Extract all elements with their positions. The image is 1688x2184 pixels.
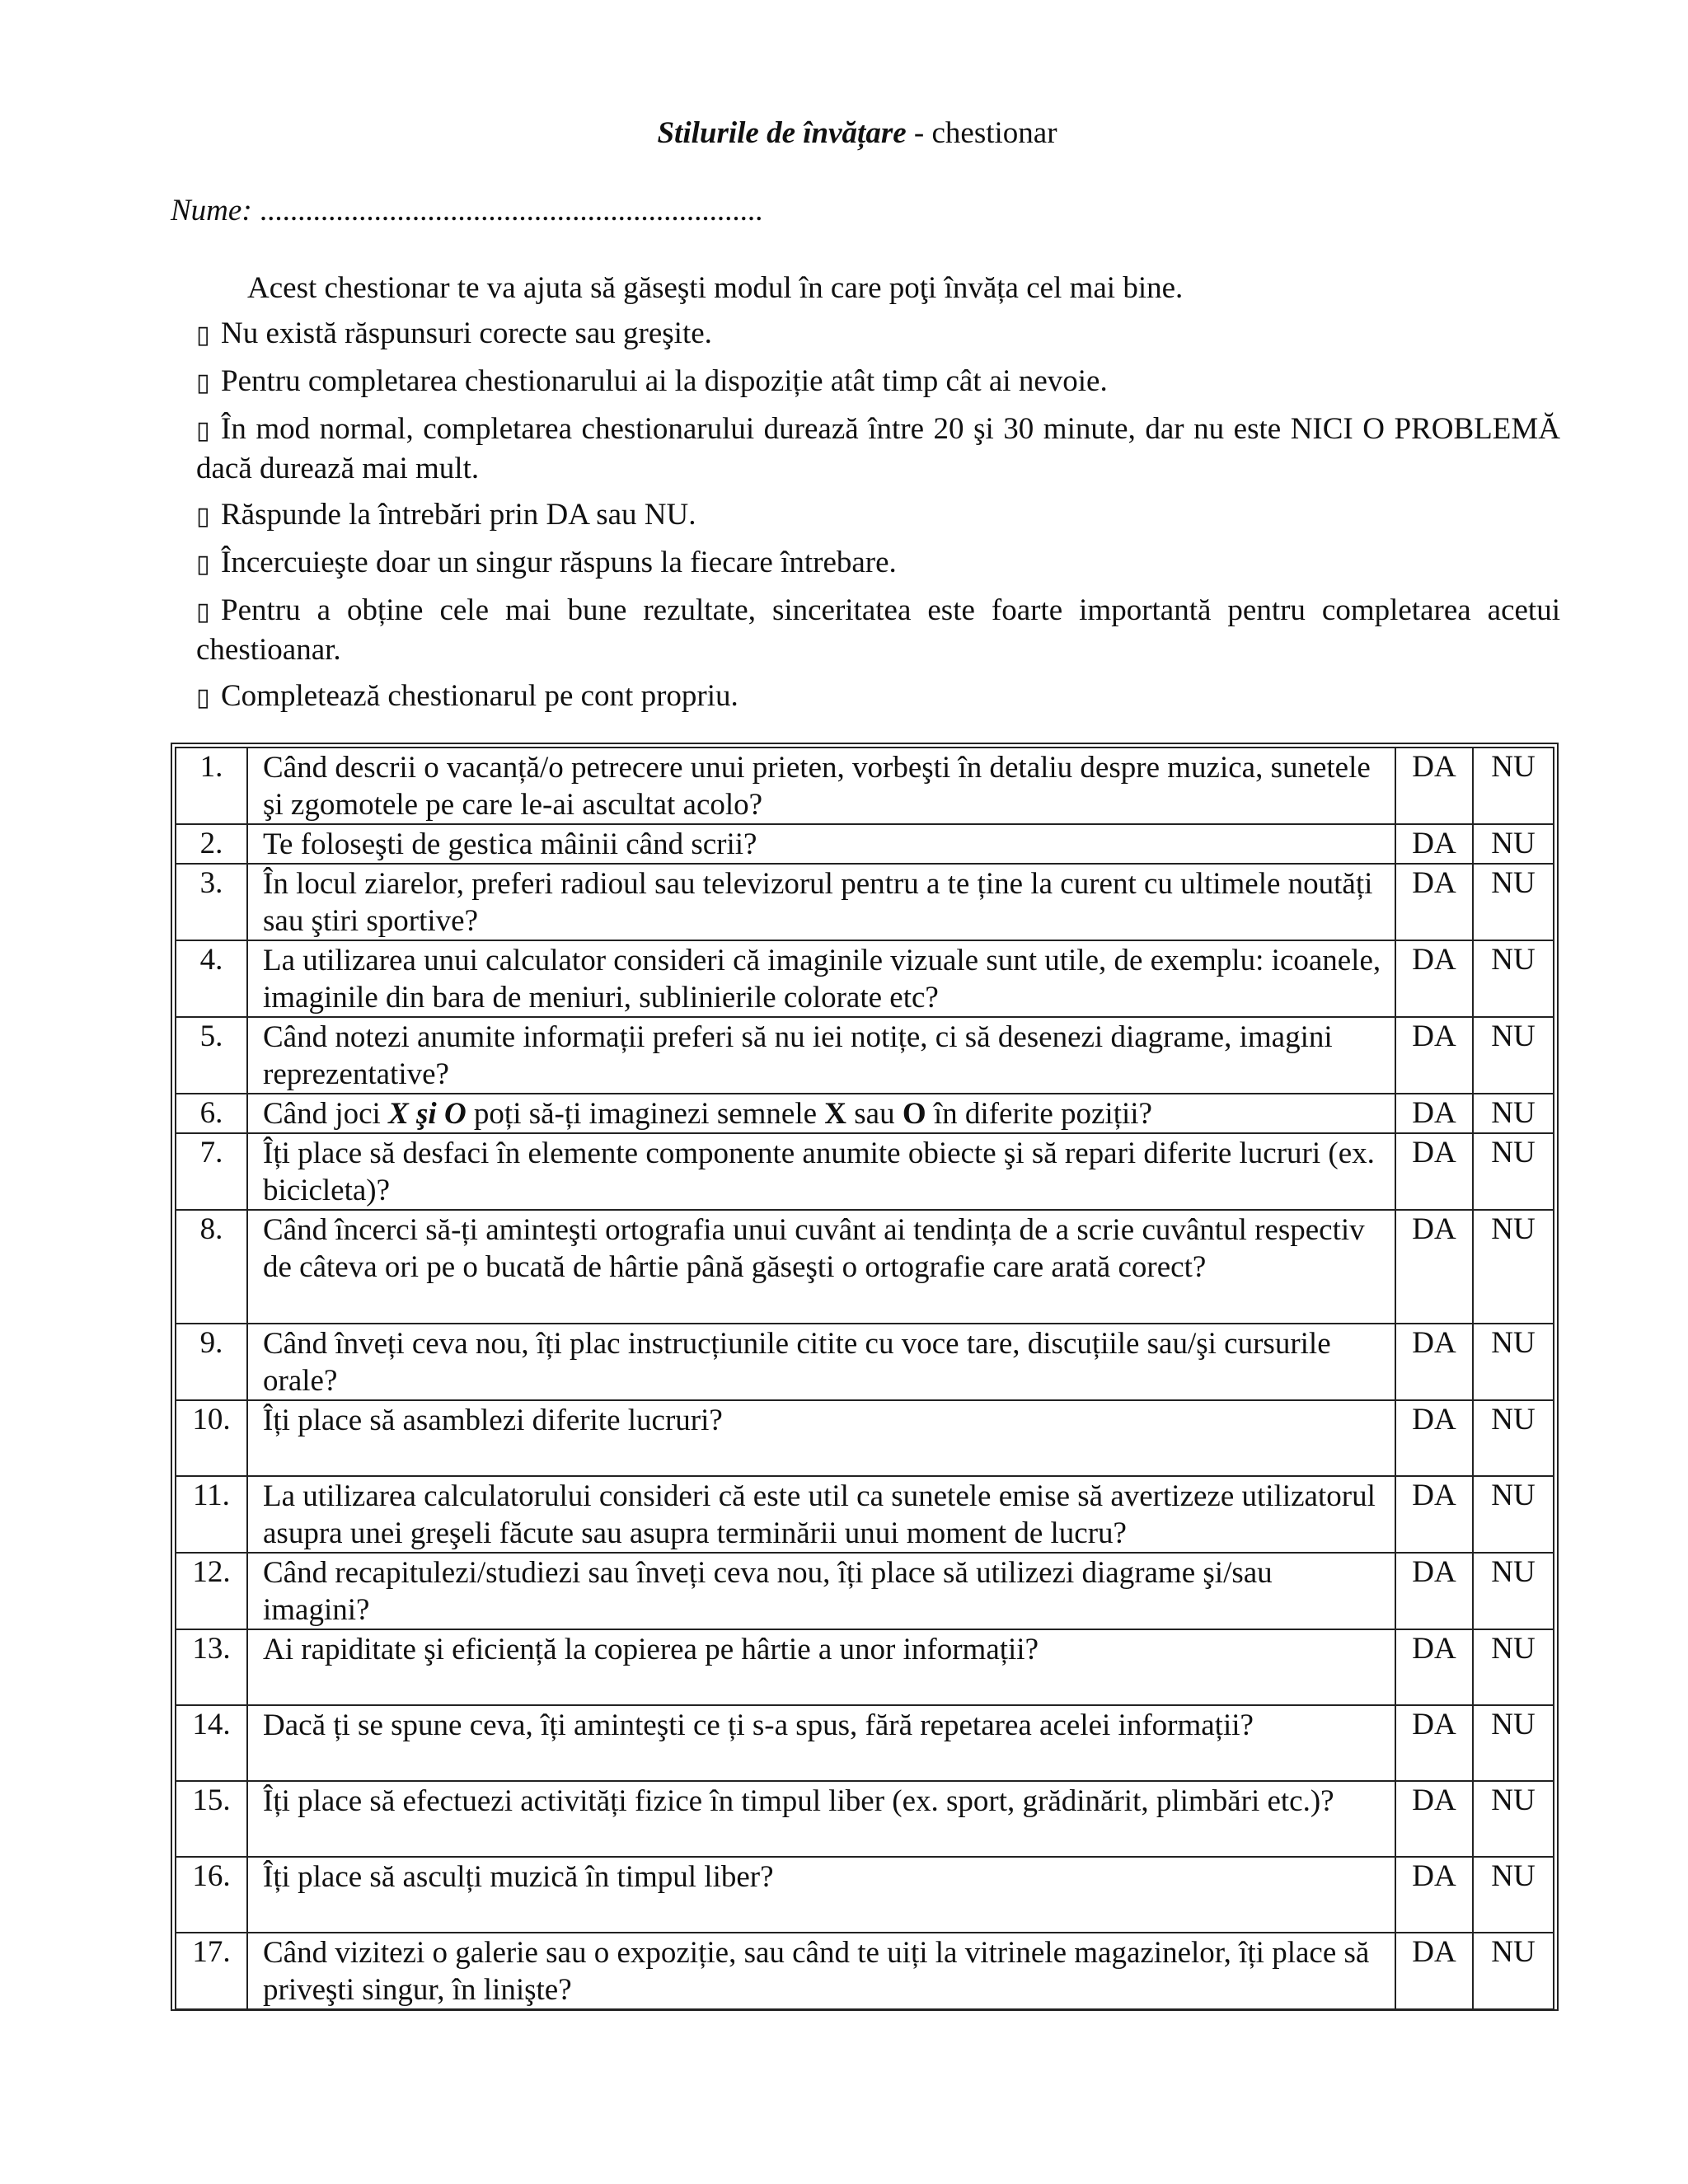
question-number: 10.	[176, 1400, 247, 1476]
answer-nu[interactable]: NU	[1473, 824, 1554, 864]
question-text: Când înveți ceva nou, îți plac instrucțiunile citite cu voce tare, discuțiile sau/şi cursurile orale?	[247, 1324, 1395, 1400]
answer-da[interactable]: DA	[1395, 1017, 1473, 1094]
answer-da[interactable]: DA	[1395, 1933, 1473, 2009]
answer-nu[interactable]: NU	[1473, 1210, 1554, 1324]
instructions-list	[196, 315, 1560, 725]
intro-text: Acest chestionar te va ajuta să găseşti modul în care poţi învăța cel mai bine.	[247, 271, 1184, 305]
answer-nu[interactable]: NU	[1473, 1629, 1554, 1705]
question-number: 17.	[176, 1933, 247, 2009]
bullet-box-icon: ▯	[196, 550, 210, 579]
question-text: Îți place să desfaci în elemente componente anumite obiecte şi să repari diferite lucruri (ex. bicicleta)?	[247, 1133, 1395, 1210]
bullet-box-icon: ▯	[196, 321, 210, 349]
answer-da[interactable]: DA	[1395, 1553, 1473, 1629]
table-row	[176, 1781, 1554, 1857]
question-number: 7.	[176, 1133, 247, 1210]
answer-nu[interactable]: NU	[1473, 1324, 1554, 1400]
question-text: Când descrii o vacanță/o petrecere unui prieten, vorbeşti în detaliu despre muzica, sunetele şi zgomotele pe care le-ai ascultat acolo?	[247, 748, 1395, 824]
question-text: Îți place să asamblezi diferite lucruri?	[247, 1400, 1395, 1476]
name-label: Nume:	[171, 194, 252, 227]
answer-da[interactable]: DA	[1395, 1629, 1473, 1705]
answer-nu[interactable]: NU	[1473, 1133, 1554, 1210]
answer-nu[interactable]: NU	[1473, 1553, 1554, 1629]
instruction-item: ▯ Răspunde la întrebări prin DA sau NU.	[196, 496, 1560, 536]
question-number: 11.	[176, 1476, 247, 1553]
question-text: Când încerci să-ți aminteşti ortografia unui cuvânt ai tendința de a scrie cuvântul respectiv de câteva ori pe o bucată de hârtie până găseşti o ortografie care arată corect?	[247, 1210, 1395, 1324]
question-text: Îți place să efectuezi activități fizice în timpul liber (ex. sport, grădinărit, plimbări etc.)?	[247, 1781, 1395, 1857]
question-text: La utilizarea calculatorului consideri că este util ca sunetele emise să avertizeze utilizatorul asupra unei greşeli făcute sau asupra terminării unui moment de lucru?	[247, 1476, 1395, 1553]
answer-da[interactable]: DA	[1395, 1094, 1473, 1133]
table-row	[176, 1094, 1554, 1133]
table-row	[176, 1400, 1554, 1476]
table-row	[176, 1933, 1554, 2009]
answer-da[interactable]: DA	[1395, 1857, 1473, 1933]
question-number: 13.	[176, 1629, 247, 1705]
answer-da[interactable]: DA	[1395, 940, 1473, 1017]
answer-da[interactable]: DA	[1395, 1400, 1473, 1476]
answer-da[interactable]: DA	[1395, 1133, 1473, 1210]
answer-nu[interactable]: NU	[1473, 1857, 1554, 1933]
instruction-item: ▯ În mod normal, completarea chestionarului durează între 20 şi 30 minute, dar nu este NICI O PROBLEMĂ dacă durează mai mult.	[196, 412, 1560, 485]
question-number: 12.	[176, 1553, 247, 1629]
question-number: 9.	[176, 1324, 247, 1400]
question-number: 6.	[176, 1094, 247, 1133]
questionnaire-table	[175, 747, 1554, 2010]
question-text: Când recapitulezi/studiezi sau înveți ceva nou, îți place să utilizezi diagrame şi/sau imagini?	[247, 1553, 1395, 1629]
table-row	[176, 1133, 1554, 1210]
question-number: 8.	[176, 1210, 247, 1324]
question-number: 1.	[176, 748, 247, 824]
answer-da[interactable]: DA	[1395, 1476, 1473, 1553]
table-row	[176, 824, 1554, 864]
answer-nu[interactable]: NU	[1473, 940, 1554, 1017]
bullet-box-icon: ▯	[196, 416, 210, 445]
answer-nu[interactable]: NU	[1473, 748, 1554, 824]
table-row	[176, 1857, 1554, 1933]
answer-da[interactable]: DA	[1395, 1781, 1473, 1857]
instruction-item: ▯ Pentru a obține cele mai bune rezultate, sinceritatea este foarte importantă pentru completarea acetui chestioanar.	[196, 593, 1560, 667]
table-row	[176, 1629, 1554, 1705]
questionnaire-frame	[171, 743, 1559, 2011]
answer-nu[interactable]: NU	[1473, 1781, 1554, 1857]
question-text: Când vizitezi o galerie sau o expoziție, sau când te uiți la vitrinele magazinelor, îți place să priveşti singur, în linişte?	[247, 1933, 1395, 2009]
question-text: Când joci X şi O poți să-ți imaginezi semnele X sau O în diferite poziții?	[247, 1094, 1395, 1133]
answer-nu[interactable]: NU	[1473, 1094, 1554, 1133]
bullet-box-icon: ▯	[196, 598, 210, 626]
table-row	[176, 1476, 1554, 1553]
question-number: 5.	[176, 1017, 247, 1094]
answer-nu[interactable]: NU	[1473, 1400, 1554, 1476]
answer-nu[interactable]: NU	[1473, 1933, 1554, 2009]
answer-da[interactable]: DA	[1395, 824, 1473, 864]
answer-da[interactable]: DA	[1395, 1324, 1473, 1400]
question-number: 16.	[176, 1857, 247, 1933]
table-row	[176, 1210, 1554, 1324]
instruction-item: ▯ Pentru completarea chestionarului ai la dispoziție atât timp cât ai nevoie.	[196, 363, 1560, 402]
question-text: Ai rapiditate şi eficiență la copierea pe hârtie a unor informații?	[247, 1629, 1395, 1705]
name-field[interactable]	[171, 193, 762, 228]
bullet-box-icon: ▯	[196, 502, 210, 531]
name-dots: ..................................................................	[251, 194, 763, 227]
answer-da[interactable]: DA	[1395, 864, 1473, 940]
question-number: 4.	[176, 940, 247, 1017]
question-number: 3.	[176, 864, 247, 940]
question-text: Te foloseşti de gestica mâinii când scrii?	[247, 824, 1395, 864]
question-text: Când notezi anumite informații preferi să nu iei notițe, ci să desenezi diagrame, imagini reprezentative?	[247, 1017, 1395, 1094]
question-text: Îți place să asculți muzică în timpul liber?	[247, 1857, 1395, 1933]
question-number: 14.	[176, 1705, 247, 1781]
answer-nu[interactable]: NU	[1473, 1476, 1554, 1553]
bullet-box-icon: ▯	[196, 368, 210, 397]
answer-nu[interactable]: NU	[1473, 1705, 1554, 1781]
title-emphasis: Stilurile de învățare	[657, 116, 907, 150]
instruction-item: ▯ Încercuieşte doar un singur răspuns la fiecare întrebare.	[196, 544, 1560, 583]
page-title	[0, 115, 1688, 151]
answer-da[interactable]: DA	[1395, 1705, 1473, 1781]
question-text: La utilizarea unui calculator consideri că imaginile vizuale sunt utile, de exemplu: icoanele, imaginile din bara de meniuri, sublinierile colorate etc?	[247, 940, 1395, 1017]
answer-nu[interactable]: NU	[1473, 1017, 1554, 1094]
table-row	[176, 1324, 1554, 1400]
question-text: Dacă ți se spune ceva, îți aminteşti ce ți s-a spus, fără repetarea acelei informații?	[247, 1705, 1395, 1781]
question-number: 2.	[176, 824, 247, 864]
answer-da[interactable]: DA	[1395, 748, 1473, 824]
table-row	[176, 1705, 1554, 1781]
bullet-box-icon: ▯	[196, 683, 210, 712]
instruction-item: ▯ Completează chestionarul pe cont propriu.	[196, 677, 1560, 717]
table-row	[176, 864, 1554, 940]
question-number: 15.	[176, 1781, 247, 1857]
table-row	[176, 748, 1554, 824]
table-row	[176, 1553, 1554, 1629]
instruction-item: ▯ Nu există răspunsuri corecte sau greşite.	[196, 315, 1560, 354]
answer-nu[interactable]: NU	[1473, 864, 1554, 940]
table-row	[176, 940, 1554, 1017]
answer-da[interactable]: DA	[1395, 1210, 1473, 1324]
table-row	[176, 1017, 1554, 1094]
question-text: În locul ziarelor, preferi radioul sau televizorul pentru a te ține la curent cu ultimele noutăți sau ştiri sportive?	[247, 864, 1395, 940]
title-rest: - chestionar	[906, 116, 1057, 150]
